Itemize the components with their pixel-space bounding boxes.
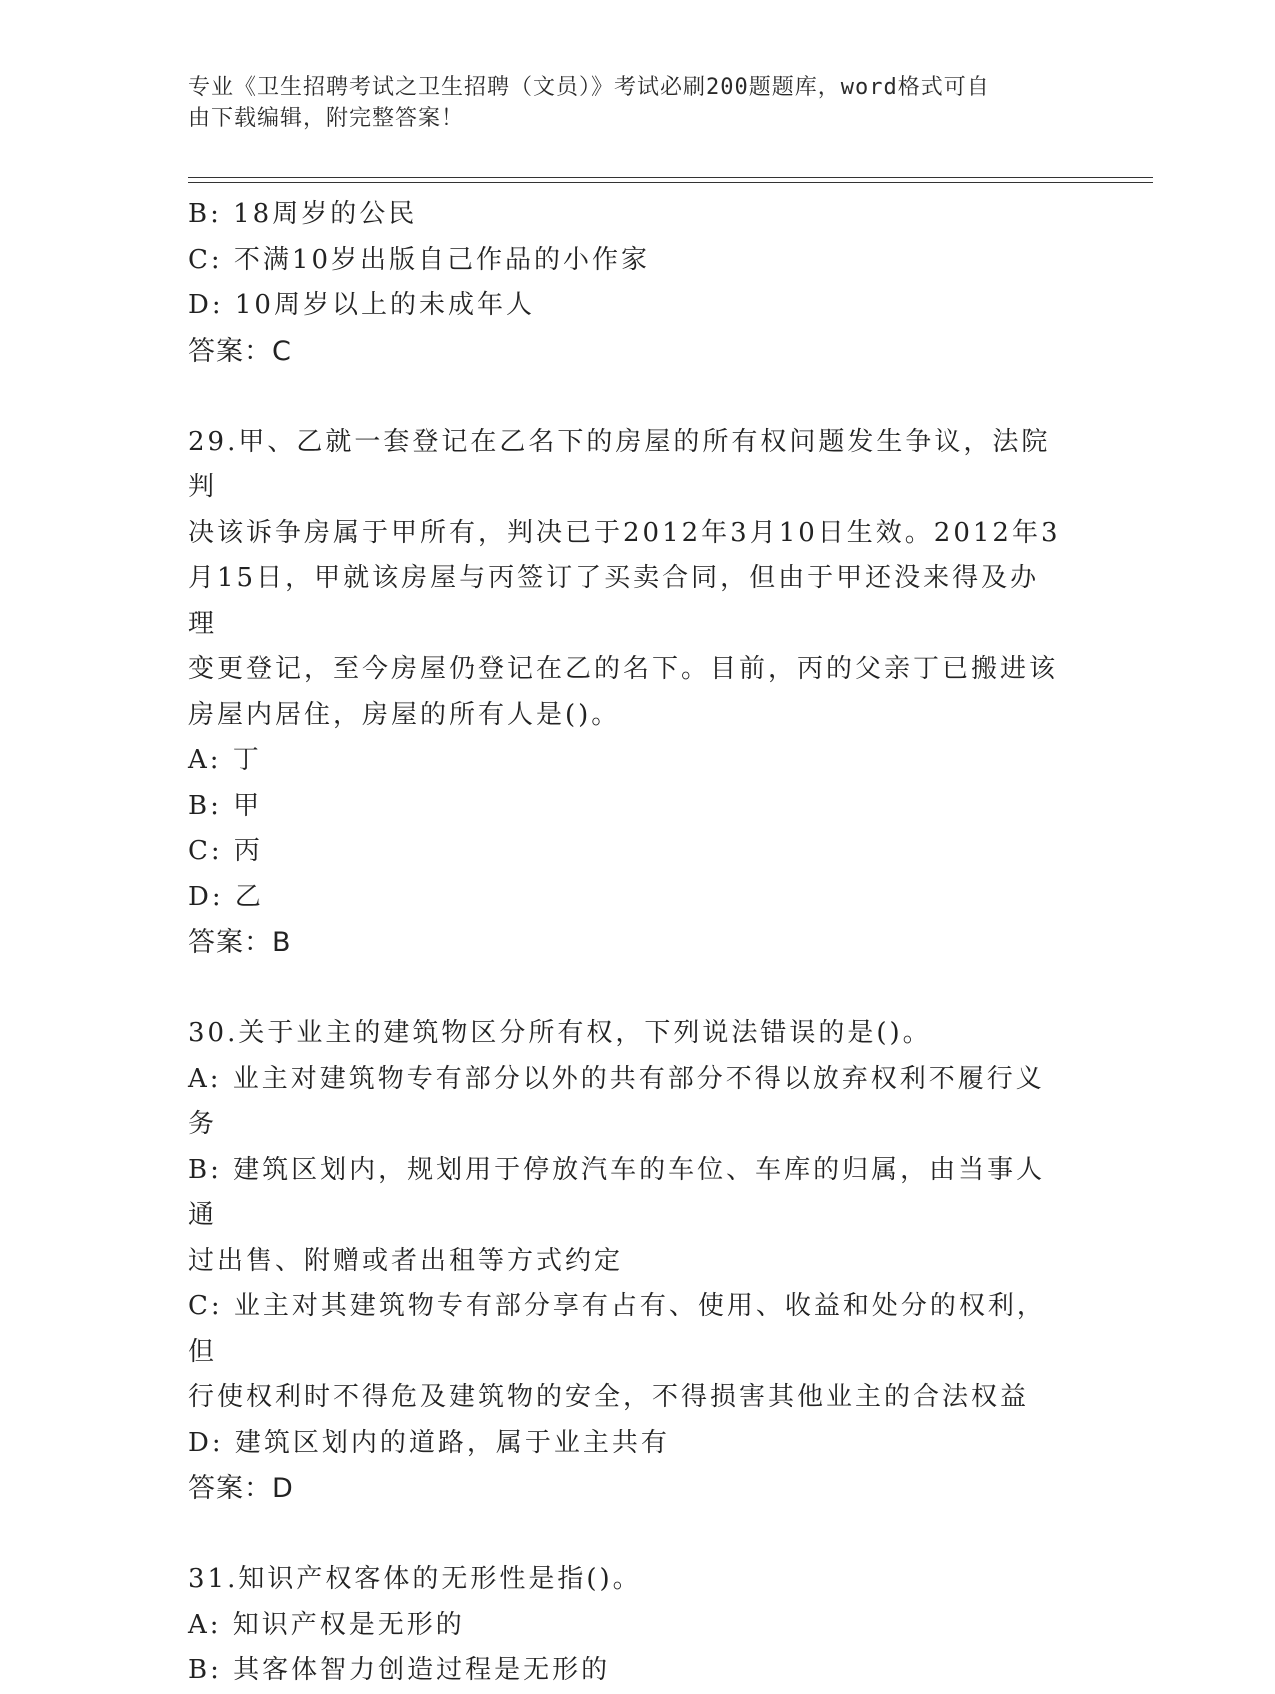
- spacer: [188, 966, 1068, 1012]
- question-text: 房屋内居住，房屋的所有人是()。: [188, 699, 621, 730]
- option-b: B: 其客体智力创造过程是无形的: [188, 1655, 611, 1685]
- option-c: C: 丙: [188, 836, 263, 866]
- option-a: A: 业主对建筑物专有部分以外的共有部分不得以放弃权利不履行义务: [188, 1063, 1045, 1139]
- option-c: C: 业主对其建筑物专有部分享有占有、使用、收益和处分的权利，但: [188, 1291, 1046, 1367]
- option-d: D: 10周岁以上的未成年人: [188, 290, 535, 320]
- option-d: D: 乙: [188, 881, 264, 912]
- option-d: D: 建筑区划内的道路，属于业主共有: [188, 1427, 670, 1458]
- option-b: B: 18周岁的公民: [188, 199, 418, 229]
- question-text: 29.甲、乙就一套登记在乙名下的房屋的所有权问题发生争议，法院判: [188, 426, 1051, 502]
- document-header: [188, 72, 1068, 134]
- question-text: 30.关于业主的建筑物区分所有权，下列说法错误的是()。: [188, 1018, 932, 1048]
- question-text: 31.知识产权客体的无形性是指()。: [188, 1564, 642, 1594]
- header-line-1: 专业《卫生招聘考试之卫生招聘（文员）》考试必刷200题题库，word格式可自: [188, 75, 990, 100]
- option-a: A: 知识产权是无形的: [188, 1609, 465, 1640]
- spacer: [188, 1512, 1068, 1558]
- option-a: A: 丁: [188, 745, 262, 775]
- header-line-2: 由下载编辑，附完整答案！: [188, 106, 465, 131]
- header-divider-top: [188, 177, 1153, 178]
- question-30: [188, 1011, 1068, 1512]
- option-c-continued: 行使权利时不得危及建筑物的安全，不得损害其他业主的合法权益: [188, 1382, 1030, 1412]
- question-text: 变更登记，至今房屋仍登记在乙的名下。目前，丙的父亲丁已搬进该: [188, 654, 1059, 684]
- question-text: 月15日，甲就该房屋与丙签订了买卖合同，但由于甲还没来得及办理: [188, 563, 1040, 639]
- header-divider-bottom: [188, 182, 1153, 183]
- question-content: [188, 192, 1068, 1694]
- question-31: [188, 1557, 1068, 1694]
- option-b: B: 建筑区划内，规划用于停放汽车的车位、车库的归属，由当事人通: [188, 1154, 1046, 1230]
- answer: 答案：B: [188, 927, 292, 958]
- option-b: B: 甲: [188, 790, 263, 821]
- answer: 答案：D: [188, 1473, 294, 1504]
- question-28: [188, 192, 1068, 374]
- spacer: [188, 374, 1068, 420]
- option-b-continued: 过出售、附赠或者出租等方式约定: [188, 1245, 624, 1276]
- option-c: C: 不满10岁出版自己作品的小作家: [188, 244, 651, 275]
- answer: 答案：C: [188, 335, 292, 367]
- question-text: 决该诉争房属于甲所有，判决已于2012年3月10日生效。2012年3: [188, 517, 1061, 548]
- question-29: [188, 420, 1068, 966]
